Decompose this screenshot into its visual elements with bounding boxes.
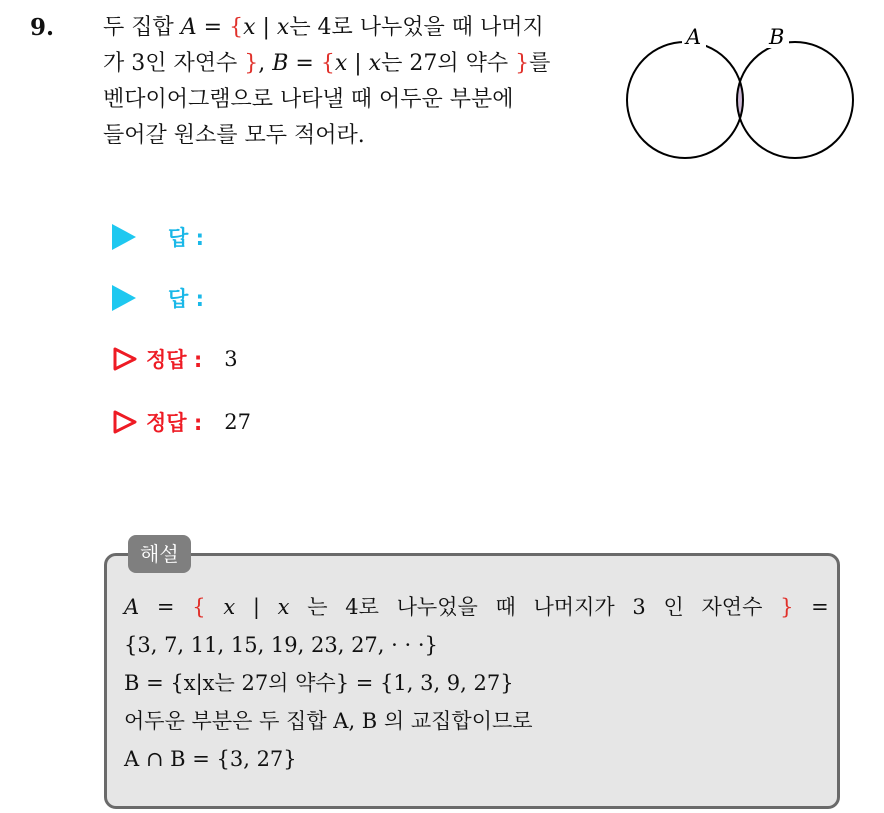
solution-line-5: A ∩ B = {3, 27} [124, 747, 297, 771]
q-text: 는 4로 나누었을 때 나머지 [289, 15, 544, 40]
q-text: 를 [529, 51, 551, 76]
question-line-2 [103, 46, 603, 82]
correct-answer-value: 27 [224, 410, 252, 434]
var-x: x [334, 51, 348, 76]
correct-answer-value: 3 [224, 347, 238, 371]
comma: , [258, 51, 273, 76]
sol-token: 나누었을 [396, 595, 478, 619]
sol-token: } [780, 595, 794, 619]
sol-token: 자연수 [701, 595, 763, 619]
correct-answer-row-2 [112, 405, 251, 439]
answer-row-1[interactable] [112, 220, 226, 254]
answer-label: 답 : [168, 287, 204, 311]
equals-sign: = [288, 51, 321, 76]
venn-label-b: B [769, 25, 785, 49]
venn-circle-a [627, 42, 743, 158]
sol-token: 3 [632, 595, 646, 619]
sol-token: 때 [495, 595, 516, 619]
play-triangle-icon [112, 224, 136, 250]
set-A-symbol: A [180, 15, 197, 40]
sol-token: = [156, 595, 175, 619]
solution-line-4: 어두운 부분은 두 집합 A, B 의 교집합이므로 [124, 709, 533, 733]
outline-triangle-icon [112, 346, 138, 372]
q-text: 두 집합 [103, 15, 181, 40]
solution-text [124, 588, 829, 778]
correct-answer-label: 정답 : [146, 411, 203, 435]
var-x: x [368, 51, 382, 76]
sol-token: x [223, 595, 236, 619]
q-text: 는 27의 약수 [381, 51, 516, 76]
answer-row-2[interactable] [112, 281, 226, 315]
sol-token: 나머지가 [533, 595, 615, 619]
sol-token: A [124, 595, 140, 619]
sol-token: { [192, 595, 206, 619]
solution-line-1 [124, 588, 829, 626]
answer-label: 답 : [168, 226, 204, 250]
sol-token: | [252, 595, 260, 619]
q-text: 가 3인 자연수 [103, 51, 245, 76]
sol-token: x [277, 595, 290, 619]
sol-token: 4로 [345, 595, 379, 619]
venn-diagram [620, 20, 860, 180]
question-line-1 [103, 10, 603, 46]
solution-tag: 해설 [128, 535, 191, 573]
sol-token: 인 [663, 595, 684, 619]
venn-circle-b [737, 42, 853, 158]
open-brace: { [229, 15, 244, 40]
set-B-symbol: B [272, 51, 289, 76]
correct-answer-label: 정답 : [146, 348, 203, 372]
close-brace: } [515, 51, 530, 76]
bar: | [347, 51, 369, 76]
solution-line-3: B = {x|x는 27의 약수} = {1, 3, 9, 27} [124, 671, 514, 695]
sol-token: = [811, 595, 829, 619]
play-triangle-icon [112, 285, 136, 311]
equals-sign: = [196, 15, 230, 40]
question-line-3: 벤다이어그램으로 나타낼 때 어두운 부분에 [103, 87, 514, 112]
question-number: 9. [30, 14, 55, 41]
var-x: x [276, 15, 290, 40]
close-brace: } [244, 51, 259, 76]
var-x: x [243, 15, 256, 40]
bar: | [255, 15, 277, 40]
outline-triangle-icon [112, 409, 138, 435]
open-brace: { [320, 51, 335, 76]
question-line-4: 들어갈 원소를 모두 적어라. [103, 123, 365, 148]
correct-answer-row-1 [112, 342, 238, 376]
sol-token: 는 [307, 595, 328, 619]
venn-label-a: A [686, 25, 702, 49]
question-text [103, 10, 603, 154]
solution-line-2: {3, 7, 11, 15, 19, 23, 27, · · ·} [124, 633, 438, 657]
